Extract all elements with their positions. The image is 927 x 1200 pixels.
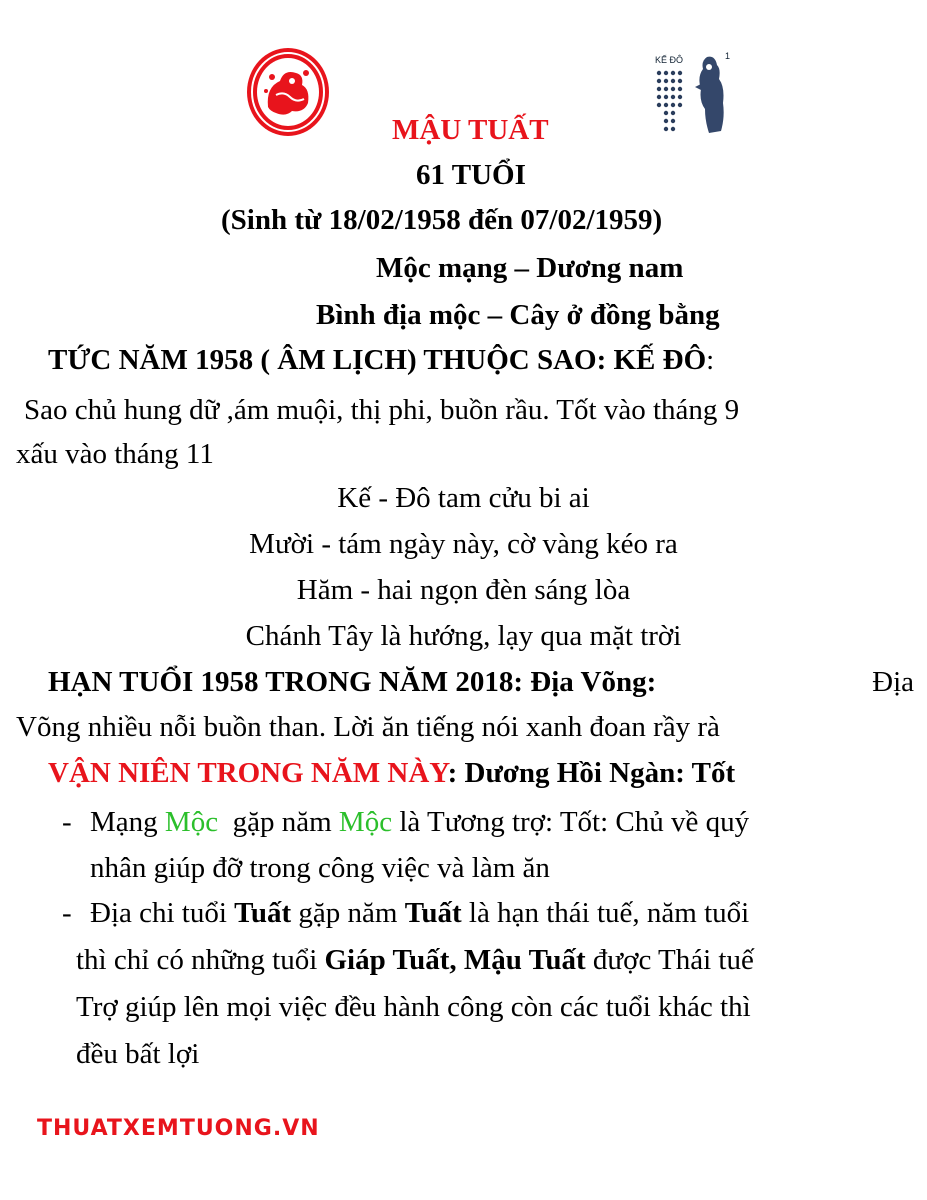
han-label: HẠN TUỔI 1958 TRONG NĂM 2018: Địa Võng: — [48, 666, 657, 698]
bullet-2-bold: Tuất — [234, 897, 292, 929]
svg-text:KẾ ĐÔ: KẾ ĐÔ — [655, 55, 684, 65]
verse-line-2: Mười - tám ngày này, cờ vàng kéo ra — [249, 528, 678, 560]
star-desc-line1: Sao chủ hung dữ ,ám muội, thị phi, buồn rầu. Tốt vào tháng 9 — [24, 394, 740, 426]
bullet-1-text: là Tương trợ: Tốt: Chủ về quý — [392, 806, 750, 838]
star-desc-line2: xấu vào tháng 11 — [16, 438, 214, 470]
van-nien-heading — [48, 753, 735, 793]
han-line1 — [48, 662, 914, 702]
bullet-1-line1 — [90, 802, 749, 842]
bullet-2-line1 — [90, 893, 749, 933]
bullet-1-text: Mạng — [90, 806, 165, 838]
star-card-logo — [651, 47, 735, 141]
bullet-1-text: gặp năm — [218, 806, 339, 838]
star-heading-text: TỨC NĂM 1958 ( ÂM LỊCH) THUỘC SAO: KẾ ĐÔ — [48, 344, 707, 376]
page-title: MẬU TUẤT — [392, 114, 549, 146]
bullet-dash-1: - — [62, 806, 72, 838]
bullet-2-text: thì chỉ có những tuổi — [76, 944, 325, 976]
bullet-2-text: được Thái tuế — [585, 944, 754, 976]
bullet-2-line3: Trợ giúp lên mọi việc đều hành công còn các tuổi khác thì — [76, 991, 751, 1023]
bullet-2-line2 — [76, 940, 754, 980]
svg-text:1: 1 — [725, 51, 731, 61]
element-moc-1: Mộc — [164, 806, 219, 838]
star-heading-colon: : — [706, 344, 715, 376]
bullet-2-bold: Giáp Tuất, Mậu Tuất — [324, 944, 586, 976]
element-label: Mộc mạng – Dương nam — [376, 252, 684, 284]
birth-range: (Sinh từ 18/02/1958 đến 07/02/1959) — [221, 204, 663, 236]
bullet-1-line2: nhân giúp đỡ trong công việc và làm ăn — [90, 852, 550, 884]
van-nien-rest: : Dương Hồi Ngàn: Tốt — [447, 757, 736, 789]
element-moc-2: Mộc — [338, 806, 393, 838]
bullet-2-text: Địa chi tuổi — [90, 897, 235, 929]
age-label: 61 TUỔI — [416, 159, 526, 191]
verse-line-4: Chánh Tây là hướng, lạy qua mặt trời — [245, 620, 682, 652]
site-watermark: THUATXEMTUONG.VN — [37, 1116, 320, 1141]
bullet-2-line4: đều bất lợi — [76, 1038, 200, 1070]
element-detail: Bình địa mộc – Cây ở đồng bằng — [316, 299, 720, 331]
bullet-2-text: gặp năm — [291, 897, 405, 929]
verse-line-1: Kế - Đô tam cửu bi ai — [337, 482, 590, 514]
bullet-2-text: là hạn thái tuế, năm tuổi — [461, 897, 750, 929]
bullet-dash-2: - — [62, 897, 72, 929]
star-heading — [48, 340, 914, 380]
verse-line-3: Hăm - hai ngọn đèn sáng lòa — [296, 574, 631, 606]
van-nien-label: VẬN NIÊN TRONG NĂM NÀY — [48, 757, 448, 789]
zodiac-seal-logo — [246, 47, 330, 137]
han-line1-rest: Địa — [872, 666, 914, 698]
bullet-2-bold: Tuất — [404, 897, 462, 929]
han-line2: Võng nhiều nỗi buồn than. Lời ăn tiếng nói xanh đoan rầy rà — [16, 711, 720, 743]
